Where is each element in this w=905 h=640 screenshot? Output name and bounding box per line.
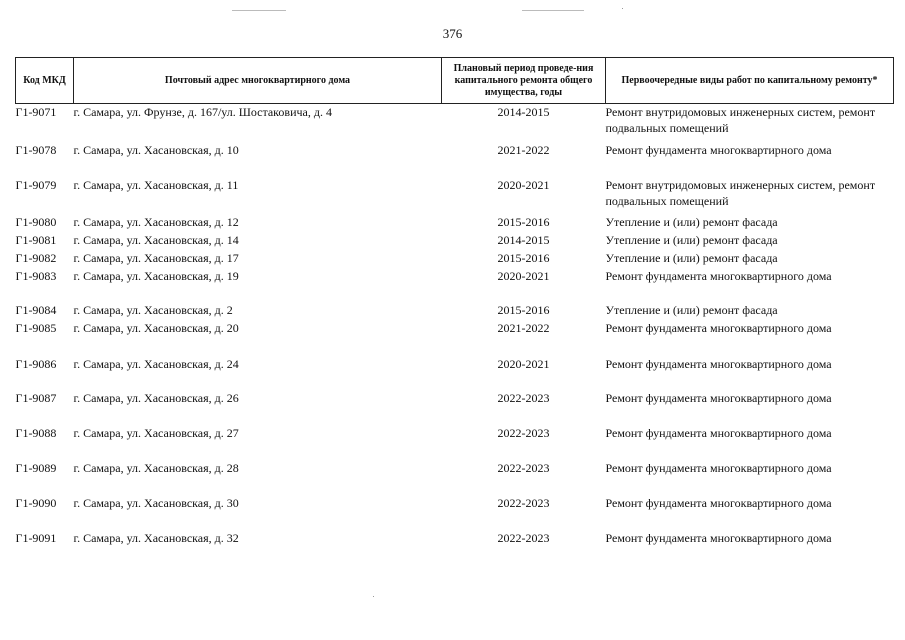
cell-works: Утепление и (или) ремонт фасада: [605, 302, 778, 317]
cell-address: г. Самара, ул. Хасановская, д. 26: [73, 390, 239, 405]
cell-works: Ремонт фундамента многоквартирного дома: [605, 530, 832, 545]
cell-works: Ремонт фундамента многоквартирного дома: [605, 142, 832, 157]
table-row: [16, 268, 894, 302]
cell-period: 2014-2015: [497, 105, 550, 119]
cell-address: г. Самара, ул. Хасановская, д. 12: [73, 214, 239, 229]
cell-period: 2020-2021: [497, 268, 550, 283]
cell-address: г. Самара, ул. Хасановская, д. 30: [73, 495, 239, 510]
table-row: [16, 460, 894, 495]
table-row: [16, 495, 894, 530]
cell-period: 2022-2023: [497, 530, 550, 545]
table-row: [16, 302, 894, 320]
cell-code: Г1-9082: [15, 250, 57, 265]
cell-code: Г1-9088: [15, 425, 57, 440]
cell-works: Ремонт фундамента многоквартирного дома: [605, 460, 832, 475]
table-row: [16, 356, 894, 390]
cell-address: г. Самара, ул. Хасановская, д. 2: [73, 302, 233, 317]
cell-code: Г1-9087: [15, 390, 57, 405]
scan-artifact: [522, 10, 584, 11]
cell-code: Г1-9081: [15, 232, 57, 247]
cell-address: г. Самара, ул. Хасановская, д. 17: [73, 250, 239, 265]
cell-period: 2022-2023: [497, 425, 550, 440]
cell-code: Г1-9086: [15, 356, 57, 371]
cell-code: Г1-9083: [15, 268, 57, 283]
header-code: Код МКД: [16, 58, 74, 104]
cell-works: Ремонт фундамента многоквартирного дома: [605, 425, 832, 440]
cell-period: 2021-2022: [497, 142, 550, 157]
cell-works: Ремонт фундамента многоквартирного дома: [605, 268, 832, 283]
cell-address: г. Самара, ул. Хасановская, д. 32: [73, 530, 239, 545]
scan-artifact: [622, 8, 623, 9]
cell-code: Г1-9071: [15, 105, 57, 119]
cell-code: Г1-9079: [15, 177, 57, 192]
cell-period: 2014-2015: [497, 232, 550, 247]
table-row: [16, 177, 894, 214]
header-period: Плановый период проведе-ния капитального ремонта общего имущества, годы: [442, 58, 606, 104]
header-address: Почтовый адрес многоквартирного дома: [74, 58, 442, 104]
cell-code: Г1-9090: [15, 495, 57, 510]
scan-artifact: [232, 10, 286, 11]
table-row: [16, 250, 894, 268]
table-header-row: [16, 58, 894, 104]
cell-address: г. Самара, ул. Хасановская, д. 20: [73, 320, 239, 335]
cell-period: 2020-2021: [497, 177, 550, 192]
cell-address: г. Самара, ул. Хасановская, д. 14: [73, 232, 239, 247]
cell-address: г. Самара, ул. Хасановская, д. 28: [73, 460, 239, 475]
cell-works: Ремонт фундамента многоквартирного дома: [605, 390, 832, 405]
cell-address: г. Самара, ул. Хасановская, д. 11: [73, 177, 239, 192]
page-number: 376: [442, 26, 463, 41]
table-row: [16, 425, 894, 460]
cell-address: г. Самара, ул. Хасановская, д. 24: [73, 356, 239, 371]
table-row: [16, 320, 894, 356]
cell-works: Ремонт внутридомовых инженерных систем, ремонт подвальных помещений: [605, 105, 876, 135]
cell-address: г. Самара, ул. Хасановская, д. 19: [73, 268, 239, 283]
header-works: Первоочередные виды работ по капитальному ремонту*: [606, 58, 894, 104]
table-row: [16, 530, 894, 566]
cell-period: 2021-2022: [497, 320, 550, 335]
cell-works: Ремонт фундамента многоквартирного дома: [605, 356, 832, 371]
cell-period: 2020-2021: [497, 356, 550, 371]
cell-period: 2022-2023: [497, 390, 550, 405]
scan-artifact: [373, 596, 374, 597]
cell-period: 2022-2023: [497, 460, 550, 475]
cell-code: Г1-9089: [15, 460, 57, 475]
table-row: [16, 104, 894, 142]
table-row: [16, 142, 894, 177]
cell-works: Утепление и (или) ремонт фасада: [605, 250, 778, 265]
cell-code: Г1-9080: [15, 214, 57, 229]
cell-period: 2015-2016: [497, 214, 550, 229]
cell-address: г. Самара, ул. Фрунзе, д. 167/ул. Шостаковича, д. 4: [73, 105, 332, 119]
table-body: [16, 104, 894, 566]
cell-period: 2015-2016: [497, 302, 550, 317]
cell-address: г. Самара, ул. Хасановская, д. 10: [73, 142, 239, 157]
table-row: [16, 232, 894, 250]
cell-works: Утепление и (или) ремонт фасада: [605, 214, 778, 229]
cell-code: Г1-9084: [15, 302, 57, 317]
cell-works: Ремонт фундамента многоквартирного дома: [605, 495, 832, 510]
cell-period: 2015-2016: [497, 250, 550, 265]
cell-code: Г1-9091: [15, 530, 57, 545]
table-row: [16, 214, 894, 232]
overhaul-registry-table: [15, 57, 894, 566]
cell-code: Г1-9085: [15, 320, 57, 335]
cell-code: Г1-9078: [15, 142, 57, 157]
cell-works: Ремонт фундамента многоквартирного дома: [605, 320, 832, 335]
cell-address: г. Самара, ул. Хасановская, д. 27: [73, 425, 239, 440]
cell-period: 2022-2023: [497, 495, 550, 510]
cell-works: Ремонт внутридомовых инженерных систем, ремонт подвальных помещений: [605, 177, 876, 208]
table-row: [16, 390, 894, 425]
cell-works: Утепление и (или) ремонт фасада: [605, 232, 778, 247]
